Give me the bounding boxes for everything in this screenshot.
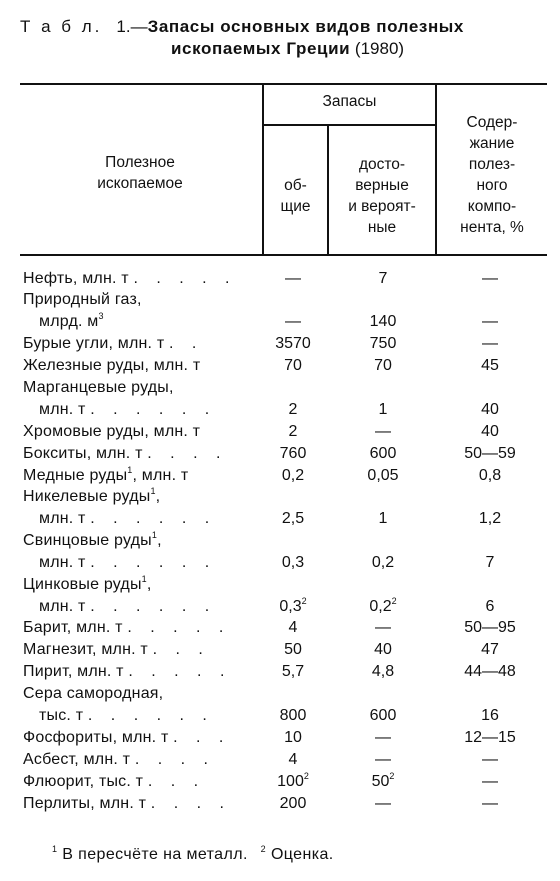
row-label-cont: млн. т bbox=[39, 554, 86, 571]
footnotes bbox=[52, 846, 334, 864]
cell-proven: 4,8 bbox=[371, 663, 395, 680]
cell-proven: 750 bbox=[369, 335, 397, 352]
row-label: Пирит, млн. т bbox=[23, 663, 124, 680]
footnote-text-2: Оценка. bbox=[270, 846, 334, 863]
cell-proven: 600 bbox=[369, 445, 397, 462]
title-line-1: Запасы основных видов полезных bbox=[147, 17, 464, 36]
cell-proven: 50 bbox=[371, 773, 390, 790]
cell-proven: — bbox=[375, 619, 391, 636]
leader-dots: . . . . . . bbox=[87, 707, 214, 724]
leader-dots: . . . . . . bbox=[90, 598, 217, 615]
title-year: (1980) bbox=[354, 39, 405, 58]
cell-content: — bbox=[482, 335, 498, 352]
row-label: Бокситы, млн. т bbox=[23, 445, 143, 462]
cell-proven: 1 bbox=[378, 510, 388, 527]
cell-content: 44—48 bbox=[464, 663, 516, 680]
leader-dots: . . . bbox=[147, 773, 206, 790]
cell-proven: 40 bbox=[374, 641, 392, 658]
cell-total: 5,7 bbox=[281, 663, 305, 680]
cell-content: — bbox=[482, 313, 498, 330]
row-label-cont: млн. т bbox=[39, 401, 86, 418]
row-label: Перлиты, млн. т bbox=[23, 795, 147, 812]
cell-total: 800 bbox=[279, 707, 307, 724]
cell-total: 4 bbox=[288, 619, 298, 636]
cell-content: 0,8 bbox=[478, 467, 502, 484]
footnote-mark: 1 bbox=[141, 574, 147, 584]
cell-content: — bbox=[482, 751, 498, 768]
header-total: об- щие bbox=[280, 177, 311, 215]
header-bottom-rule bbox=[20, 254, 547, 256]
cell-total: 10 bbox=[284, 729, 302, 746]
leader-dots: . . . . . . bbox=[90, 510, 217, 527]
table-title bbox=[20, 16, 545, 60]
row-label-suffix: , млн. т bbox=[132, 467, 189, 484]
cell-total: — bbox=[285, 313, 301, 330]
cell-proven: 0,05 bbox=[367, 467, 399, 484]
cell-proven: 600 bbox=[369, 707, 397, 724]
cell-proven: 7 bbox=[378, 270, 388, 287]
row-label-cont: млн. т bbox=[39, 598, 86, 615]
header-mineral: Полезное ископаемое bbox=[97, 154, 183, 192]
leader-dots: . . bbox=[169, 335, 204, 352]
leader-dots: . . . bbox=[173, 729, 231, 746]
cell-total: 100 bbox=[277, 773, 304, 790]
cell-proven: 0,2 bbox=[369, 598, 392, 615]
cell-total: 2 bbox=[288, 401, 298, 418]
row-label: Свинцовые руды bbox=[23, 532, 152, 549]
header-content: Содер- жание полез- ного компо- нента, % bbox=[460, 114, 524, 236]
row-label-cont: тыс. т bbox=[39, 707, 84, 724]
cell-content: 50—95 bbox=[464, 619, 516, 636]
row-label: Асбест, млн. т bbox=[23, 751, 131, 768]
cell-content: 45 bbox=[481, 357, 499, 374]
leader-dots: . . . . . . bbox=[90, 401, 217, 418]
cell-content: 1,2 bbox=[478, 510, 502, 527]
header-proven: досто- верные и вероят- ные bbox=[348, 156, 416, 236]
table-number: 1.— bbox=[116, 17, 148, 36]
cell-content: 50—59 bbox=[464, 445, 516, 462]
cell-content: 40 bbox=[481, 423, 499, 440]
cell-content: — bbox=[482, 270, 498, 287]
cell-proven: 70 bbox=[374, 357, 392, 374]
cell-proven: 0,2 bbox=[371, 554, 395, 571]
footnote-mark: 2 bbox=[301, 596, 307, 606]
title-line-2: ископаемых Греции bbox=[171, 39, 351, 58]
footnote-mark: 1 bbox=[151, 530, 158, 540]
leader-dots: . . . . . bbox=[128, 663, 232, 680]
leader-dots: . . . . . . bbox=[90, 554, 217, 571]
cell-content: — bbox=[482, 795, 498, 812]
row-label: Барит, млн. т bbox=[23, 619, 123, 636]
row-label: Природный газ, bbox=[23, 291, 142, 308]
footnote-mark: 2 bbox=[303, 771, 309, 781]
footnote-mark: 2 bbox=[391, 596, 397, 606]
cell-total: 3570 bbox=[275, 335, 311, 352]
leader-dots: . . . . bbox=[150, 795, 231, 812]
row-label: Фосфориты, млн. т bbox=[23, 729, 169, 746]
cell-proven: — bbox=[375, 751, 391, 768]
footnote-mark: 2 bbox=[389, 771, 395, 781]
footnote-mark: 3 bbox=[98, 311, 104, 321]
table-label: Т а б л. bbox=[20, 17, 103, 36]
row-label: Железные руды, млн. т bbox=[23, 357, 201, 374]
row-label: Нефть, млн. т bbox=[23, 270, 129, 287]
cell-total: 2,5 bbox=[281, 510, 305, 527]
cell-content: 47 bbox=[481, 641, 499, 658]
cell-proven: — bbox=[375, 795, 391, 812]
cell-total: 0,2 bbox=[281, 467, 305, 484]
row-label-cont: млрд. м bbox=[39, 313, 99, 330]
row-label: Флюорит, тыс. т bbox=[23, 773, 144, 790]
cell-content: 12—15 bbox=[464, 729, 516, 746]
row-label-cont: млн. т bbox=[39, 510, 86, 527]
row-label: Медные руды bbox=[23, 467, 128, 484]
leader-dots: . . . bbox=[152, 641, 210, 658]
cell-total: 4 bbox=[288, 751, 298, 768]
cell-total: 70 bbox=[284, 357, 302, 374]
row-label: Цинковые руды bbox=[23, 576, 142, 593]
leader-dots: . . . . bbox=[134, 751, 215, 768]
cell-total: 2 bbox=[288, 423, 298, 440]
reserves-subrule bbox=[262, 124, 437, 126]
cell-content: 7 bbox=[485, 554, 495, 571]
cell-total: — bbox=[285, 270, 301, 287]
cell-proven: 1 bbox=[378, 401, 388, 418]
leader-dots: . . . . bbox=[147, 445, 228, 462]
leader-dots: . . . . . bbox=[133, 270, 237, 287]
cell-total: 0,3 bbox=[279, 598, 302, 615]
row-label: Магнезит, млн. т bbox=[23, 641, 148, 658]
footnote-number-1: 1 bbox=[52, 844, 58, 854]
row-label: Хромовые руды, млн. т bbox=[23, 423, 201, 440]
cell-total: 200 bbox=[279, 795, 307, 812]
row-label: Бурые угли, млн. т bbox=[23, 335, 165, 352]
cell-content: 6 bbox=[485, 598, 495, 615]
table-top-rule bbox=[20, 83, 547, 85]
footnote-mark: 1 bbox=[127, 465, 133, 475]
cell-proven: — bbox=[375, 423, 391, 440]
cell-content: — bbox=[482, 773, 498, 790]
cell-proven: — bbox=[375, 729, 391, 746]
row-label: Сера самородная, bbox=[23, 685, 164, 702]
footnote-mark: 1 bbox=[150, 486, 156, 496]
cell-total: 50 bbox=[284, 641, 302, 658]
cell-content: 40 bbox=[481, 401, 499, 418]
leader-dots: . . . . . bbox=[127, 619, 231, 636]
cell-proven: 140 bbox=[369, 313, 397, 330]
footnote-number-2: 2 bbox=[260, 844, 267, 854]
row-label: Никелевые руды bbox=[23, 488, 151, 505]
cell-total: 0,3 bbox=[281, 554, 305, 571]
row-label: Марганцевые руды, bbox=[23, 379, 174, 396]
cell-content: 16 bbox=[481, 707, 499, 724]
header-reserves: Запасы bbox=[322, 93, 377, 110]
footnote-text-1: В пересчёте на металл. bbox=[62, 846, 248, 863]
cell-total: 760 bbox=[279, 445, 307, 462]
